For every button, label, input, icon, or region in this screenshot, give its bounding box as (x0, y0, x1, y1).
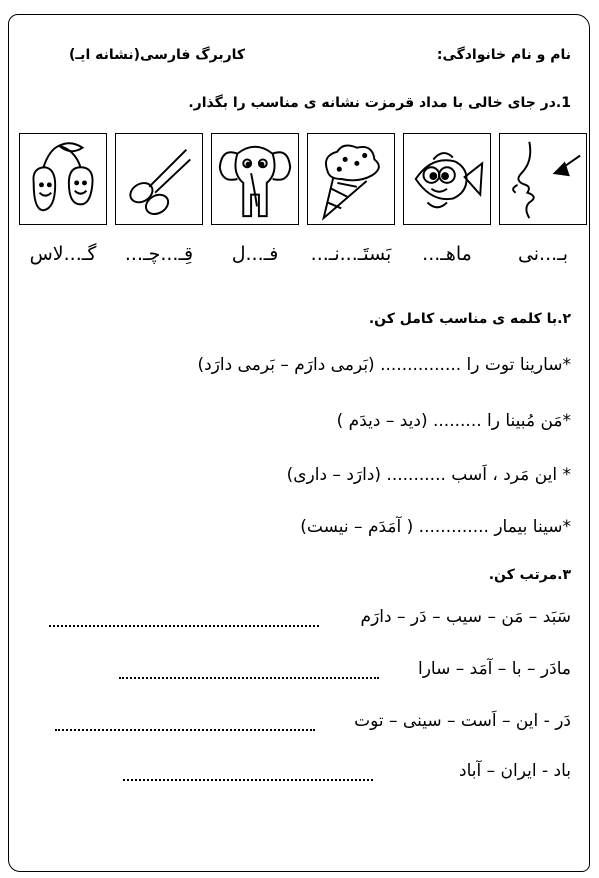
answer-line-1[interactable] (49, 625, 319, 627)
picture-row (15, 133, 587, 229)
scissors-icon (115, 133, 203, 225)
q3-title: ۳.مرتب کن. (488, 567, 571, 583)
q3-line-1 (21, 607, 571, 633)
q3-line-4 (21, 761, 571, 787)
q2-line-3: * این مَرد ، اَسب ........... (دارَد – داری) (286, 465, 571, 485)
answer-line-2[interactable] (119, 677, 379, 679)
q3-words-4: باد - ایران – آباد (459, 761, 571, 781)
fish-icon (403, 133, 491, 225)
worksheet-title: کاربرگ فارسی(نشانه ایـ) (69, 47, 246, 63)
ice-cream-icon (307, 133, 395, 225)
answer-line-3[interactable] (55, 729, 315, 731)
missing-letter-words (15, 243, 587, 273)
q3-line-2 (21, 659, 571, 685)
q2-line-2: *مَن مُبینا را ......... (دید – دیدَم ) (336, 411, 571, 431)
q3-words-1: سَبَد – مَن – سیب – دَر – دارَم (360, 607, 571, 627)
q3-line-3 (21, 711, 571, 737)
q3-words-2: مادَر – با – آمَد – سارا (417, 659, 571, 679)
answer-line-4[interactable] (123, 779, 373, 781)
word-4: فـ...ل (231, 243, 279, 265)
q2-title: ۲.با کلمه ی مناسب کامل کن. (368, 311, 571, 327)
nose-icon (499, 133, 587, 225)
word-5: قِـ...چـ... (124, 243, 194, 265)
word-2: ماهـ... (422, 243, 472, 265)
word-6: گـ...لاس (29, 243, 97, 265)
q3-words-3: دَر - این – اَست – سینی – توت (354, 711, 571, 731)
cherries-icon (19, 133, 107, 225)
q2-line-1: *سارینا توت را ............... (بَرمی دارَم – بَرمی دارَد) (197, 355, 571, 375)
word-3: بَستَـ...نـ... (310, 243, 392, 265)
elephant-icon (211, 133, 299, 225)
word-1: بـ...نی (517, 243, 569, 265)
worksheet (8, 14, 590, 872)
q2-line-4: *سینا بیمار ............. ( آمَدَم – نیست) (300, 517, 571, 537)
q1-title: 1.در جای خالی با مداد قرمزت نشانه ی مناسب را بگذار. (188, 95, 571, 111)
name-label: نام و نام خانوادگی: (436, 47, 571, 63)
